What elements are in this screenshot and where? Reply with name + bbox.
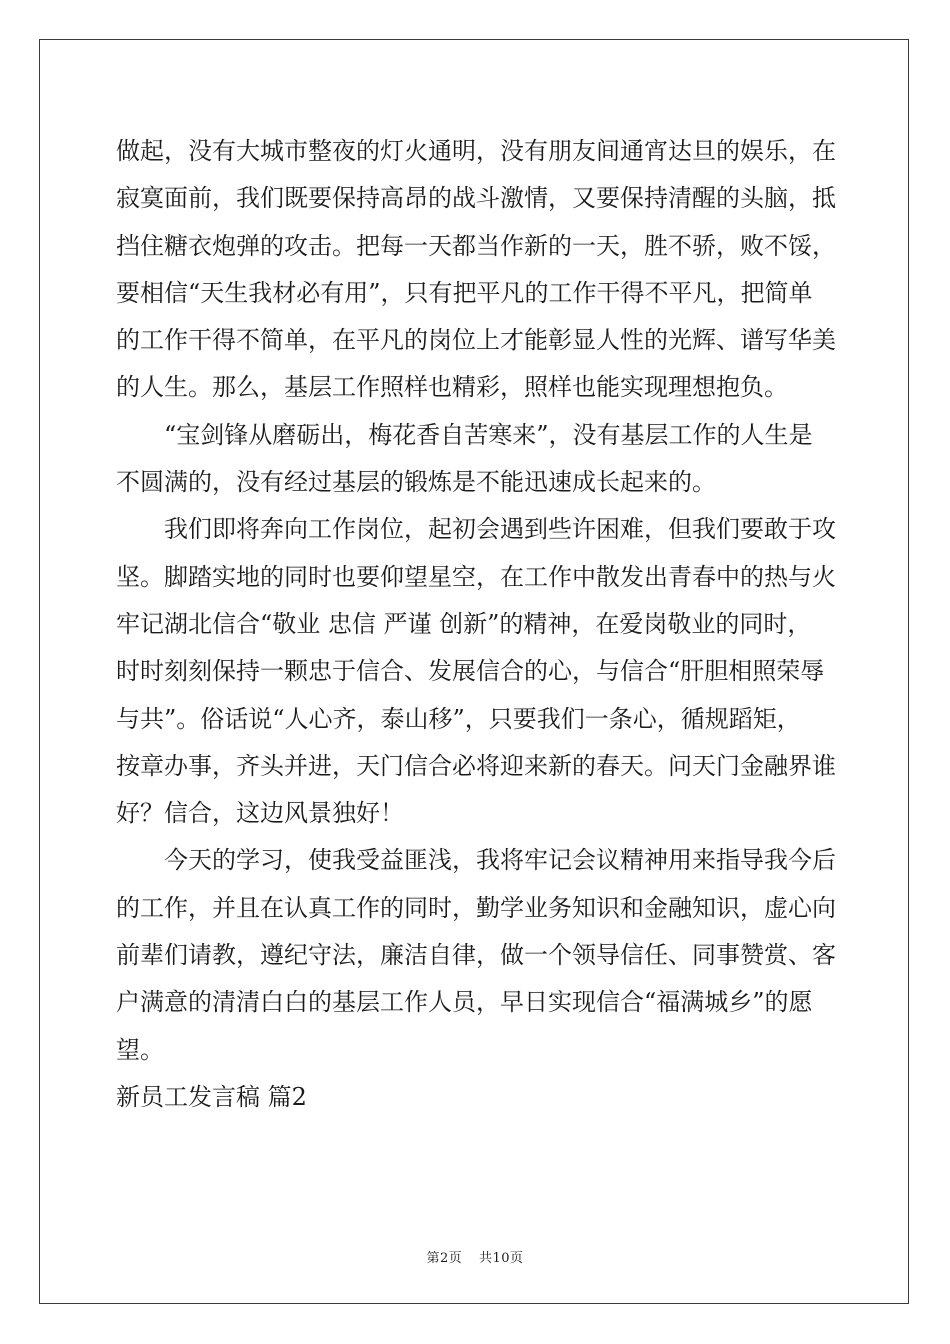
text-line: 时时刻刻保持一颗忠于信合、发展信合的心，与信合“肝胆相照荣辱 (116, 657, 825, 686)
text-line: 的人生。那么，基层工作照样也精彩，照样也能实现理想抱负。 (116, 373, 788, 402)
text-line: 好？信合，这边风景独好！ (116, 799, 404, 828)
text-line: 的工作干得不简单，在平凡的岗位上才能彰显人性的光辉、谱写华美 (116, 326, 836, 355)
text-line: 按章办事，齐头并进，天门信合必将迎来新的春天。问天门金融界谁 (116, 751, 836, 780)
page-number: 第2页 (426, 1251, 463, 1266)
page-footer (0, 1247, 950, 1266)
document-body (116, 128, 836, 1121)
text-line: 的工作，并且在认真工作的同时，勤学业务知识和金融知识，虚心向 (116, 893, 836, 922)
text-line: 户满意的清清白白的基层工作人员，早日实现信合“福满城乡”的愿 (116, 988, 813, 1017)
text-line: 挡住糖衣炮弹的攻击。把每一天都当作新的一天，胜不骄，败不馁， (116, 231, 836, 260)
text-line: 望。 (116, 1035, 164, 1064)
text-line: “宝剑锋从磨砺出，梅花香自苦寒来”，没有基层工作的人生是 (116, 420, 813, 449)
text-line: 今天的学习，使我受益匪浅，我将牢记会议精神用来指导我今后 (116, 846, 836, 875)
text-line: 要相信“天生我材必有用”，只有把平凡的工作干得不平凡，把简单 (116, 278, 813, 307)
page-total: 共10页 (478, 1251, 524, 1266)
text-line: 我们即将奔向工作岗位，起初会遇到些许困难，但我们要敢于攻 (116, 515, 836, 544)
text-line: 做起，没有大城市整夜的灯火通明，没有朋友间通宵达旦的娱乐，在 (116, 137, 836, 165)
text-line: 前辈们请教，遵纪守法，廉洁自律，做一个领导信任、同事赞赏、客 (116, 941, 836, 970)
text-line: 与共”。俗话说“人心齐，泰山移”，只要我们一条心，循规蹈矩， (116, 704, 801, 733)
text-line: 寂寞面前，我们既要保持高昂的战斗激情，又要保持清醒的头脑，抵 (116, 184, 836, 213)
section-heading: 新员工发言稿 篇2 (116, 1082, 307, 1111)
text-line: 不圆满的，没有经过基层的锻炼是不能迅速成长起来的。 (116, 468, 716, 497)
text-line: 牢记湖北信合“敬业 忠信 严谨 创新”的精神，在爱岗敬业的同时， (116, 609, 812, 638)
text-line: 坚。脚踏实地的同时也要仰望星空，在工作中散发出青春中的热与火 (116, 562, 836, 591)
